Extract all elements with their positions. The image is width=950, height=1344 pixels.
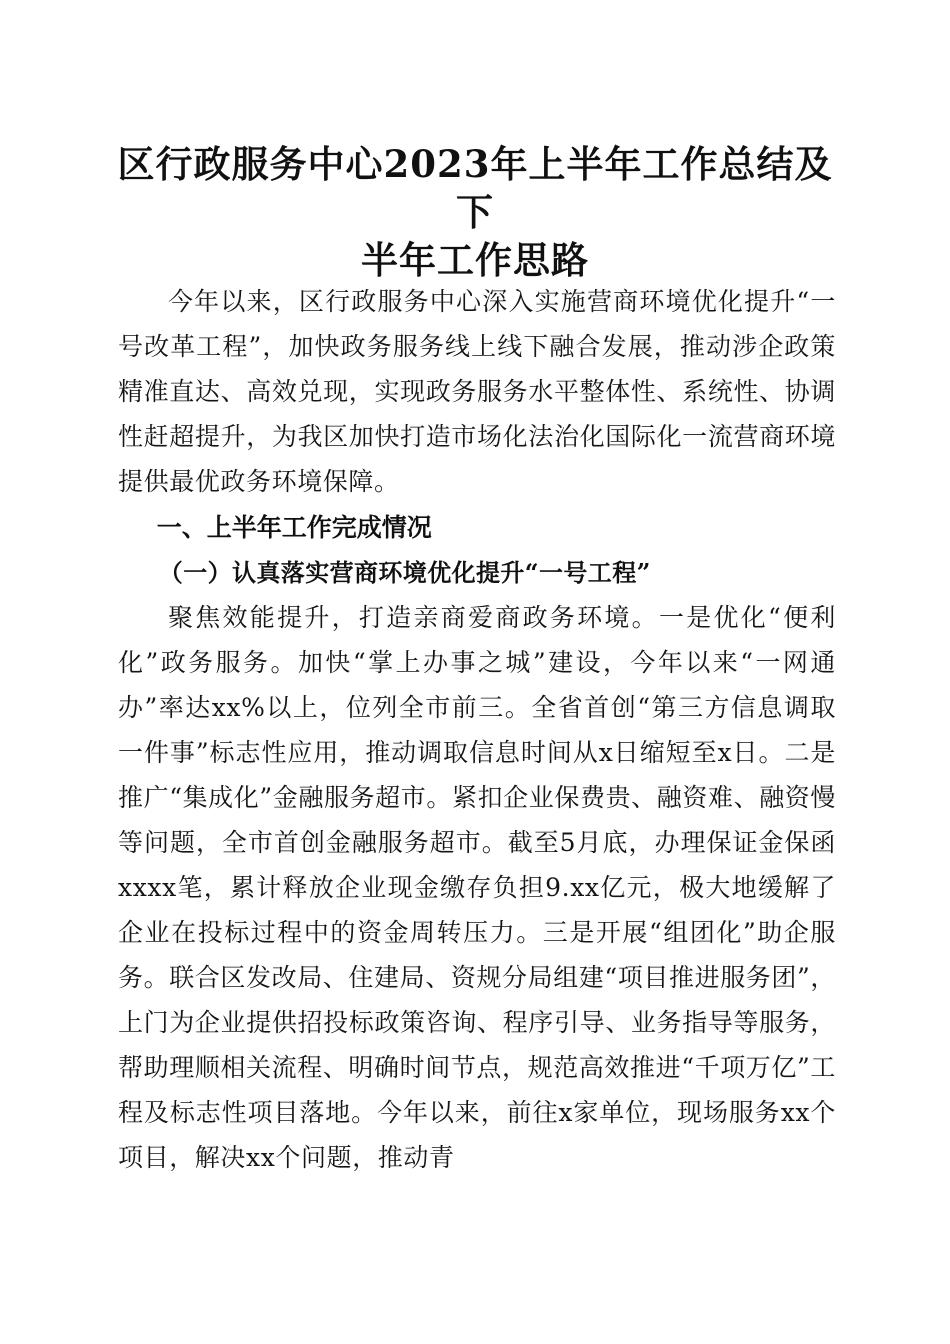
title-line-1: 区行政服务中心2023年上半年工作总结及下: [117, 142, 833, 234]
title-line-2: 半年工作思路: [361, 238, 589, 282]
body-paragraph: 聚焦效能提升，打造亲商爱商政务环境。一是优化“便利化”政务服务。加快“掌上办事之城”建设，今年以来“一网通办”率达xx%以上，位列全市前三。全省首创“第三方信息调取一件事”标志性应用，推动调取信息时间从x日缩短至x日。二是推广“集成化”金融服务超市。紧扣企业保费贵、融资难、融资慢等问题，全市首创金融服务超市。截至5月底，办理保证金保函xxxx笔，累计释放企业现金缴存负担9.xx亿元，极大地缓解了企业在投标过程中的资金周转压力。三是开展“组团化”助企服务。联合区发改局、住建局、资规分局组建“项目推进服务团”，上门为企业提供招投标政策咨询、程序引导、业务指导等服务，帮助理顺相关流程、明确时间节点，规范高效推进“千项万亿”工程及标志性项目落地。今年以来，前往x家单位，现场服务xx个项目，解决xx个问题，推动青: [118, 603, 836, 1172]
document-title: [100, 140, 850, 284]
subsection-heading: （一）认真落实营商环境优化提升“一号工程”: [158, 558, 651, 587]
intro-paragraph: 今年以来，区行政服务中心深入实施营商环境优化提升“一号改革工程”，加快政务服务线上线下融合发展，推动涉企政策精准直达、高效兑现，实现政务服务水平整体性、系统性、协调性赶超提升，为我区加快打造市场化法治化国际化一流营商环境提供最优政务环境保障。: [118, 287, 836, 496]
section-heading: 一、上半年工作完成情况: [156, 513, 432, 542]
